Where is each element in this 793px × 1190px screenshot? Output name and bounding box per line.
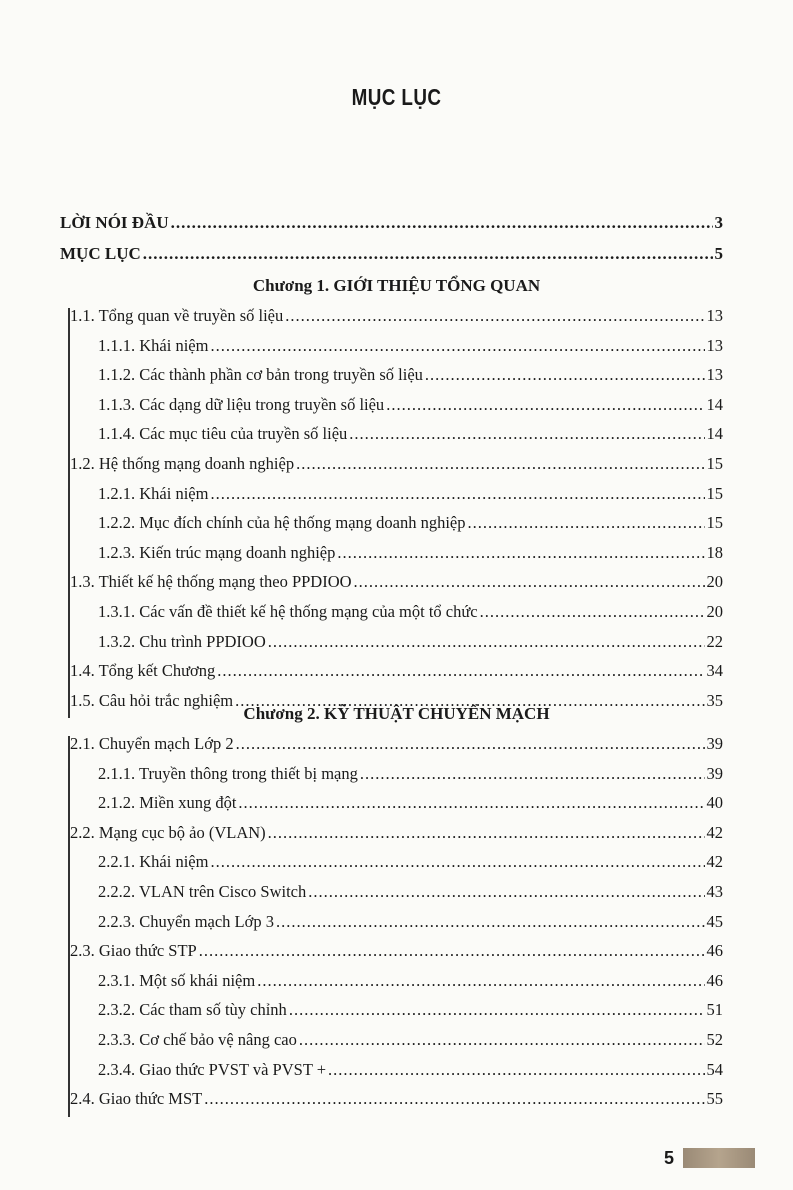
dot-leader: [349, 424, 704, 444]
toc-entry-label: 2.3.1. Một số khái niệm: [98, 971, 256, 990]
toc-entry-page: 13: [706, 336, 723, 355]
toc-entry: [70, 572, 723, 592]
toc-entry-page: 55: [706, 1089, 723, 1108]
toc-entry: [98, 543, 723, 563]
dot-leader: [204, 1089, 704, 1109]
toc-entry-page: 13: [706, 365, 723, 384]
toc-entry-label: 2.3. Giao thức STP: [70, 941, 197, 960]
toc-entry-label: 1.3.1. Các vấn đề thiết kế hệ thống mạng của một tổ chức: [98, 602, 478, 621]
toc-entry-page: 20: [706, 572, 723, 591]
dot-leader: [143, 244, 713, 264]
toc-entry-page: 15: [706, 513, 723, 532]
toc-entry-label: 2.2.1. Khái niệm: [98, 852, 209, 871]
dot-leader: [468, 513, 705, 533]
dot-leader: [354, 572, 705, 592]
toc-entry-page: 15: [706, 454, 723, 473]
toc-entry: [98, 1030, 723, 1050]
toc-entry-page: 22: [706, 632, 723, 651]
dot-leader: [236, 734, 705, 754]
toc-entry-label: 1.2. Hệ thống mạng doanh nghiệp: [70, 454, 295, 473]
chapter-left-rule: [68, 736, 70, 1117]
toc-entry-label: 1.4. Tổng kết Chương: [70, 661, 216, 680]
toc-entry-page: 14: [706, 395, 723, 414]
toc-entry: [98, 1000, 723, 1020]
toc-entry-label: 2.3.4. Giao thức PVST và PVST +: [98, 1060, 327, 1079]
dot-leader: [238, 793, 704, 813]
toc-entry-label: 1.5. Câu hỏi trắc nghiệm: [70, 691, 234, 710]
toc-entry: [98, 912, 723, 932]
toc-entry-label: 2.1.1. Truyền thông trong thiết bị mạng: [98, 764, 358, 783]
toc-entry-page: 20: [706, 602, 723, 621]
toc-entry-label: 1.1.1. Khái niệm: [98, 336, 209, 355]
toc-entry-page: 35: [706, 691, 723, 710]
chapter-heading: Chương 2. KỸ THUẬT CHUYỂN MẠCH: [243, 704, 550, 723]
page-tab-decoration: [683, 1148, 755, 1168]
dot-leader: [308, 882, 704, 902]
toc-entry-page: 14: [706, 424, 723, 443]
toc-entry: [70, 734, 723, 754]
dot-leader: [171, 213, 713, 233]
dot-leader: [289, 1000, 705, 1020]
toc-entry-label: 2.2. Mạng cục bộ ảo (VLAN): [70, 823, 266, 842]
dot-leader: [199, 941, 705, 961]
toc-entry-page: 39: [706, 764, 723, 783]
toc-entry-label: 2.3.3. Cơ chế bảo vệ nâng cao: [98, 1030, 297, 1049]
toc-entry-label: 1.2.3. Kiến trúc mạng doanh nghiệp: [98, 543, 336, 562]
chapter-heading: Chương 1. GIỚI THIỆU TỔNG QUAN: [252, 276, 541, 295]
toc-entry-label: 1.1.4. Các mục tiêu của truyền số liệu: [98, 424, 348, 443]
toc-entry-label: 1.1. Tổng quan về truyền số liệu: [70, 306, 284, 325]
toc-entry-page: 45: [706, 912, 723, 931]
toc-entry-label: 1.3. Thiết kế hệ thống mạng theo PPDIOO: [70, 572, 352, 591]
toc-entry-page: 52: [706, 1030, 723, 1049]
toc-entry-label: 1.1.2. Các thành phần cơ bản trong truyền số liệu: [98, 365, 423, 384]
dot-leader: [217, 661, 704, 681]
toc-entry-page: 40: [706, 793, 723, 812]
toc-entry-label: 2.2.3. Chuyển mạch Lớp 3: [98, 912, 274, 931]
toc-entry: [98, 395, 723, 415]
dot-leader: [268, 632, 705, 652]
toc-entry-page: 18: [706, 543, 723, 562]
toc-entry-page: 34: [706, 661, 723, 680]
toc-entry: [70, 454, 723, 474]
toc-entry: [60, 244, 723, 264]
toc-entry: [98, 852, 723, 872]
toc-entry: [98, 793, 723, 813]
dot-leader: [360, 764, 705, 784]
chapter-left-rule: [68, 308, 70, 718]
toc-entry: [98, 336, 723, 356]
toc-entry-page: 42: [706, 823, 723, 842]
toc-entry-label: 1.2.1. Khái niệm: [98, 484, 209, 503]
dot-leader: [257, 971, 704, 991]
toc-entry: [98, 632, 723, 652]
dot-leader: [268, 823, 705, 843]
dot-leader: [276, 912, 705, 932]
toc-entry-page: 54: [706, 1060, 723, 1079]
toc-entry: [70, 823, 723, 843]
dot-leader: [386, 395, 704, 415]
toc-entry: [98, 424, 723, 444]
toc-entry: [98, 365, 723, 385]
toc-entry-page: 13: [706, 306, 723, 325]
toc-entry: [98, 764, 723, 784]
toc-entry-page: 3: [714, 213, 723, 232]
dot-leader: [299, 1030, 705, 1050]
toc-entry-label: 2.2.2. VLAN trên Cisco Switch: [98, 882, 307, 901]
dot-leader: [210, 336, 704, 356]
toc-entry-page: 39: [706, 734, 723, 753]
toc-entry: [98, 484, 723, 504]
toc-entry-label: 2.1.2. Miền xung đột: [98, 793, 237, 812]
toc-entry-label: MỤC LỤC: [60, 244, 141, 263]
dot-leader: [425, 365, 705, 385]
dot-leader: [480, 602, 705, 622]
toc-entry-label: 1.1.3. Các dạng dữ liệu trong truyền số liệu: [98, 395, 385, 414]
toc-entry: [98, 1060, 723, 1080]
toc-entry: [98, 882, 723, 902]
toc-entry-label: 2.1. Chuyển mạch Lớp 2: [70, 734, 234, 753]
dot-leader: [210, 852, 704, 872]
dot-leader: [296, 454, 704, 474]
toc-entry-label: 2.3.2. Các tham số tùy chỉnh: [98, 1000, 287, 1019]
page-number: 5: [664, 1148, 675, 1168]
toc-entry-page: 46: [706, 941, 723, 960]
toc-entry-page: 51: [706, 1000, 723, 1019]
toc-entry: [60, 213, 723, 233]
toc-entry: [98, 602, 723, 622]
dot-leader: [285, 306, 704, 326]
toc-entry-page: 46: [706, 971, 723, 990]
toc-entry: [98, 513, 723, 533]
dot-leader: [210, 484, 704, 504]
dot-leader: [328, 1060, 704, 1080]
toc-entry-label: 2.4. Giao thức MST: [70, 1089, 203, 1108]
toc-entry-label: 1.2.2. Mục đích chính của hệ thống mạng doanh nghiệp: [98, 513, 466, 532]
page-title: MỤC LỤC: [351, 84, 442, 110]
toc-entry-label: LỜI NÓI ĐẦU: [60, 213, 169, 232]
toc-entry-label: 1.3.2. Chu trình PPDIOO: [98, 632, 266, 651]
toc-entry: [70, 1089, 723, 1109]
dot-leader: [337, 543, 704, 563]
toc-entry-page: 43: [706, 882, 723, 901]
toc-entry-page: 15: [706, 484, 723, 503]
toc-entry: [70, 661, 723, 681]
toc-entry: [70, 306, 723, 326]
toc-entry: [98, 971, 723, 991]
toc-entry-page: 5: [714, 244, 723, 263]
toc-entry: [70, 941, 723, 961]
toc-entry-page: 42: [706, 852, 723, 871]
